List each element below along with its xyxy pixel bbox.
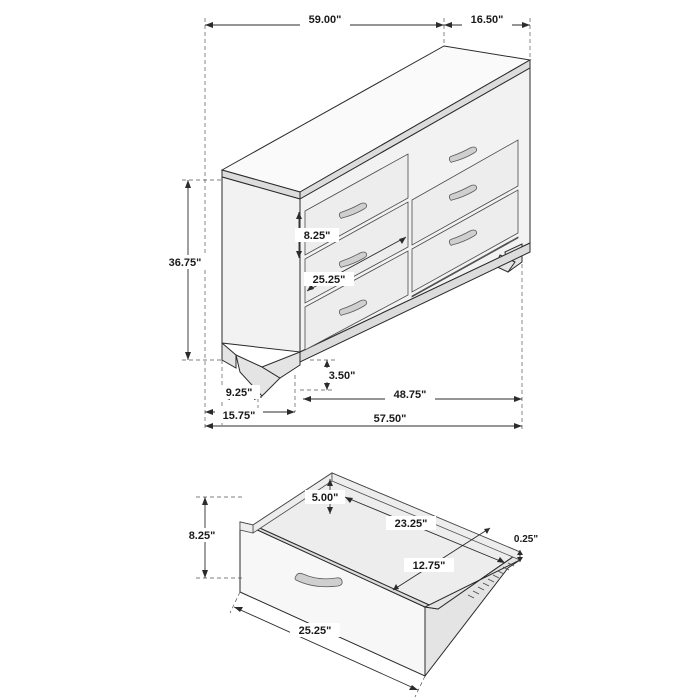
label-base-offset: 15.75" xyxy=(222,410,256,422)
label-foot-width: 9.25" xyxy=(225,387,253,399)
dim-dresser-width xyxy=(205,12,444,28)
dim-base-offset xyxy=(205,408,295,422)
label-dresser-height: 36.75" xyxy=(168,257,202,269)
label-drawer-side-height: 8.25" xyxy=(188,530,216,542)
dim-drawer-side-height xyxy=(180,497,243,578)
dresser-figure xyxy=(160,12,530,430)
dresser-left-side-panel xyxy=(222,177,300,352)
label-drawer-interior-width: 12.75" xyxy=(412,560,446,572)
label-dresser-depth: 16.50" xyxy=(470,14,504,26)
dim-interior-width xyxy=(303,387,522,402)
dim-foot-width xyxy=(218,385,262,400)
label-drawer-front-height: 8.25" xyxy=(303,230,331,242)
dresser-left-foot xyxy=(222,343,236,368)
label-drawer-thickness: 0.25" xyxy=(513,534,539,545)
label-dresser-width: 59.00" xyxy=(308,14,342,26)
label-interior-width: 48.75" xyxy=(393,389,427,401)
label-drawer-front-width: 25.25" xyxy=(312,274,346,286)
dim-dresser-height xyxy=(160,180,210,360)
label-drawer-front-width-bottom: 25.25" xyxy=(298,625,332,637)
label-base-width: 57.50" xyxy=(373,413,407,425)
dim-leg-height xyxy=(300,360,362,390)
label-leg-height: 3.50" xyxy=(328,370,356,382)
drawer-figure xyxy=(180,473,546,697)
label-drawer-interior-depth: 5.00" xyxy=(311,492,339,504)
label-drawer-interior-length: 23.25" xyxy=(394,518,428,530)
dim-dresser-depth xyxy=(444,12,530,28)
